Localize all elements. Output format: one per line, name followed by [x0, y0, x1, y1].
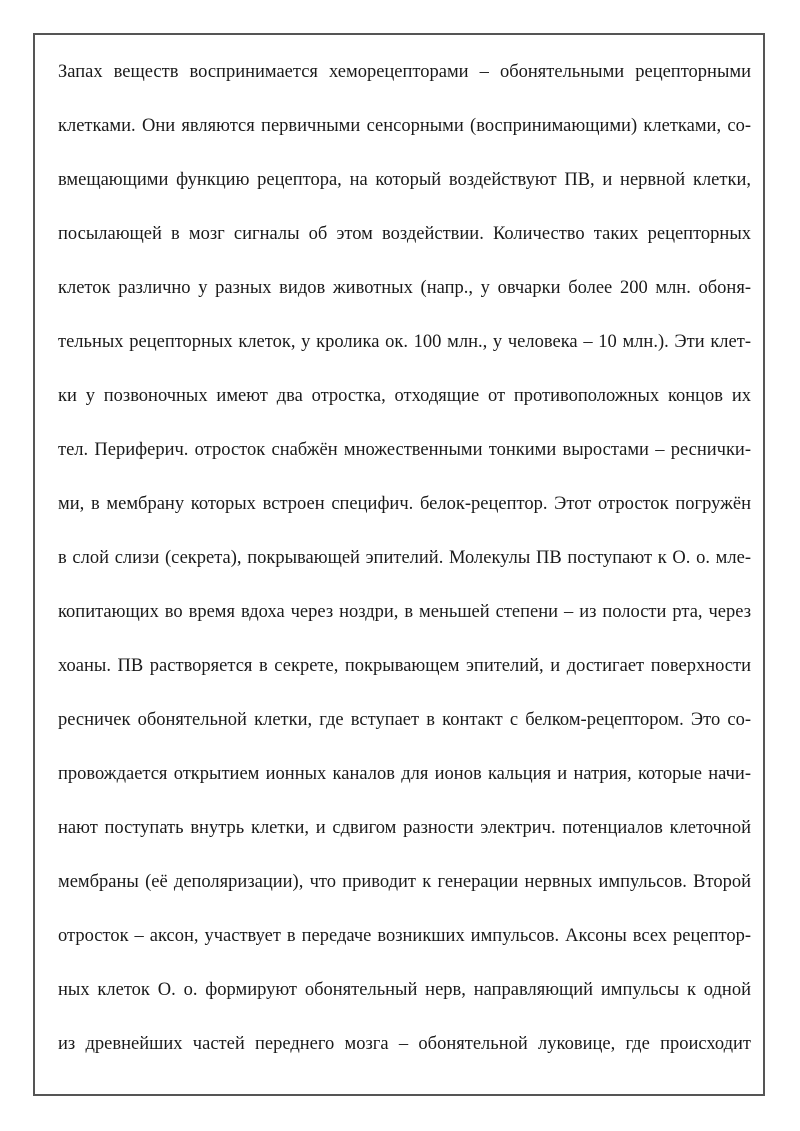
text-line-14: провождается открытием ионных каналов для ионов кальция и натрия, которые начи- — [58, 764, 751, 784]
text-line-7: ки у позвоночных имеют два отростка, отходящие от противоположных концов их — [58, 386, 751, 406]
document-body — [58, 57, 751, 1083]
text-line-2: клетками. Они являются первичными сенсорными (воспринимающими) клетками, со- — [58, 116, 751, 136]
text-line-6: тельных рецепторных клеток, у кролика ок. 100 млн., у человека – 10 млн.). Эти клет- — [58, 332, 751, 352]
text-line-18: ных клеток О. о. формируют обонятельный нерв, направляющий импульсы к одной — [58, 980, 751, 1000]
text-line-12: хоаны. ПВ растворяется в секрете, покрывающем эпителий, и достигает поверхности — [58, 656, 751, 676]
text-line-5: клеток различно у разных видов животных (напр., у овчарки более 200 млн. обоня- — [58, 278, 751, 298]
text-line-3: вмещающими функцию рецептора, на который воздействуют ПВ, и нервной клетки, — [58, 170, 751, 190]
text-line-17: отросток – аксон, участвует в передаче возникших импульсов. Аксоны всех рецептор- — [58, 926, 751, 946]
text-line-9: ми, в мембрану которых встроен специфич. белок-рецептор. Этот отросток погружён — [58, 494, 751, 514]
page-frame — [33, 33, 765, 1096]
text-line-4: посылающей в мозг сигналы об этом воздействии. Количество таких рецепторных — [58, 224, 751, 244]
text-line-15: нают поступать внутрь клетки, и сдвигом разности электрич. потенциалов клеточной — [58, 818, 751, 838]
text-line-19: из древнейших частей переднего мозга – обонятельной луковице, где происходит — [58, 1034, 751, 1054]
text-line-8: тел. Периферич. отросток снабжён множественными тонкими выростами – реснички- — [58, 440, 751, 460]
text-line-16: мембраны (её деполяризации), что приводит к генерации нервных импульсов. Второй — [58, 872, 751, 892]
text-line-13: ресничек обонятельной клетки, где вступает в контакт с белком-рецептором. Это со- — [58, 710, 751, 730]
text-line-10: в слой слизи (секрета), покрывающей эпителий. Молекулы ПВ поступают к О. о. мле- — [58, 548, 751, 568]
text-line-1: Запах веществ воспринимается хеморецепторами – обонятельными рецепторными — [58, 62, 751, 82]
text-line-11: копитающих во время вдоха через ноздри, в меньшей степени – из полости рта, через — [58, 602, 751, 622]
